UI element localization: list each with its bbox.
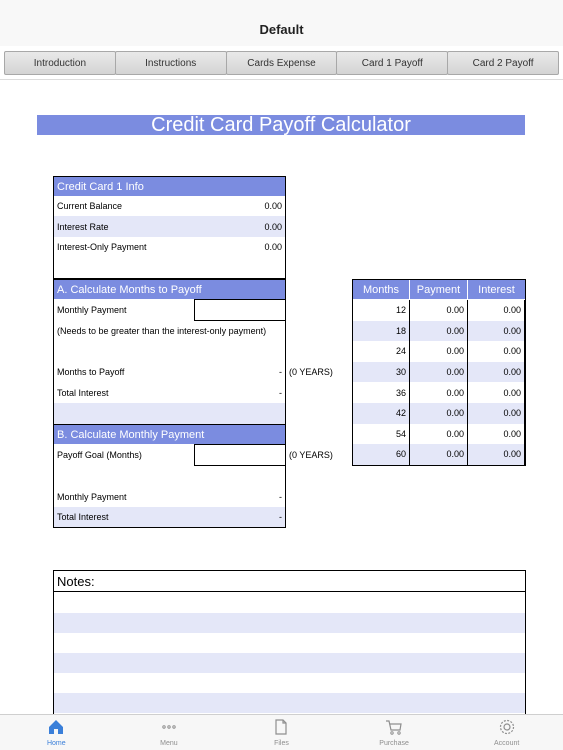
navigation-bar [0, 0, 563, 46]
months-to-payoff-row [54, 362, 285, 382]
sheet-tabs [4, 51, 559, 75]
section-a-note: (Needs to be greater than the interest-only payment) [57, 326, 267, 336]
notes-line[interactable] [54, 593, 525, 613]
table-cell: 0.00 [410, 362, 468, 383]
notes-line[interactable] [54, 613, 525, 633]
section-a-header: A. Calculate Months to Payoff [54, 280, 285, 299]
table-cell: 30 [353, 362, 410, 383]
tabbar-menu[interactable] [113, 715, 226, 750]
tabbar-files[interactable] [225, 715, 338, 750]
table-header-interest: Interest [468, 280, 525, 299]
tabbar-account[interactable] [450, 715, 563, 750]
section-b-monthly-payment-value: - [279, 492, 282, 502]
section-b-years: (0 YEARS) [289, 450, 333, 460]
table-cell: 0.00 [410, 403, 468, 424]
notes-line[interactable] [54, 673, 525, 693]
notes-line[interactable] [54, 653, 525, 673]
page-title: Credit Card Payoff Calculator [37, 115, 525, 135]
table-cell: 0.00 [410, 300, 468, 321]
table-cell: 0.00 [468, 300, 525, 321]
table-cell: 0.00 [468, 321, 525, 342]
table-cell: 0.00 [410, 321, 468, 342]
tabbar-purchase-label: Purchase [379, 740, 409, 747]
table-header-months: Months [353, 280, 409, 299]
current-balance-value: 0.00 [264, 201, 282, 211]
divider [0, 79, 563, 80]
tabbar-menu-label: Menu [160, 740, 178, 747]
table-cell: 0.00 [468, 382, 525, 403]
notes-line[interactable] [54, 633, 525, 653]
tab-introduction[interactable]: Introduction [4, 51, 116, 75]
interest-rate-label: Interest Rate [57, 221, 109, 232]
table-cell: 0.00 [468, 403, 525, 424]
table-cell: 0.00 [410, 424, 468, 445]
tabbar-account-label: Account [494, 740, 520, 747]
gear-icon [497, 717, 517, 737]
table-cell: 0.00 [468, 424, 525, 445]
payoff-goal-input[interactable] [194, 444, 286, 466]
table-cell: 42 [353, 403, 410, 424]
payoff-goal-label: Payoff Goal (Months) [57, 450, 142, 460]
table-cell: 54 [353, 424, 410, 445]
tabbar-purchase[interactable] [338, 715, 451, 750]
section-a-years: (0 YEARS) [289, 367, 333, 377]
section-a-total-interest-label: Total Interest [57, 388, 109, 398]
current-balance-label: Current Balance [57, 201, 123, 211]
interest-rate-value: 0.00 [264, 221, 282, 232]
interest-rate-row[interactable] [54, 216, 285, 237]
section-a-monthly-payment-label: Monthly Payment [57, 305, 127, 315]
interest-only-payment-label: Interest-Only Payment [57, 242, 147, 252]
section-b-monthly-payment-label: Monthly Payment [57, 492, 127, 502]
tab-cards-expense[interactable]: Cards Expense [226, 51, 338, 75]
home-icon [46, 717, 66, 737]
table-cell: 18 [353, 321, 410, 342]
ellipsis-icon [159, 717, 179, 737]
cart-icon [384, 717, 404, 737]
months-to-payoff-label: Months to Payoff [57, 367, 125, 377]
table-cell: 0.00 [468, 444, 525, 465]
table-cell: 36 [353, 382, 410, 403]
tab-card-1-payoff[interactable]: Card 1 Payoff [336, 51, 448, 75]
section-a-blank-row [54, 403, 285, 424]
table-cell: 24 [353, 341, 410, 362]
monthly-payment-input[interactable] [194, 299, 286, 321]
table-cell: 0.00 [410, 382, 468, 403]
table-cell: 0.00 [468, 362, 525, 383]
notes-header: Notes: [54, 571, 525, 592]
interest-only-payment-value: 0.00 [264, 242, 282, 252]
tab-instructions[interactable]: Instructions [115, 51, 227, 75]
interest-only-payment-row [54, 237, 285, 257]
months-to-payoff-value: - [279, 367, 282, 377]
section-a-note-row [54, 321, 285, 341]
section-b-total-interest-row [54, 507, 285, 527]
file-icon [271, 717, 291, 737]
table-cell: 0.00 [468, 341, 525, 362]
table-cell: 0.00 [410, 341, 468, 362]
current-balance-row[interactable] [54, 196, 285, 216]
notes-box[interactable] [53, 570, 526, 720]
table-header-payment: Payment [410, 280, 467, 299]
table-cell: 0.00 [410, 444, 468, 465]
section-b-monthly-payment-row [54, 487, 285, 507]
section-b-total-interest-value: - [279, 512, 282, 522]
tabbar-home-label: Home [46, 740, 66, 747]
table-cell: 60 [353, 444, 410, 465]
section-a-total-interest-value: - [279, 388, 282, 398]
bottom-tab-bar [0, 714, 563, 750]
notes-line[interactable] [54, 693, 525, 713]
card-info-header: Credit Card 1 Info [54, 177, 285, 196]
section-b-total-interest-label: Total Interest [57, 512, 109, 522]
section-a-total-interest-row [54, 383, 285, 403]
tabbar-home[interactable] [0, 715, 113, 750]
tab-card-2-payoff[interactable]: Card 2 Payoff [447, 51, 559, 75]
table-cell: 12 [353, 300, 410, 321]
tabbar-files-label: Files [274, 740, 289, 747]
nav-title: Default [259, 22, 304, 37]
section-b-header: B. Calculate Monthly Payment [54, 425, 285, 444]
